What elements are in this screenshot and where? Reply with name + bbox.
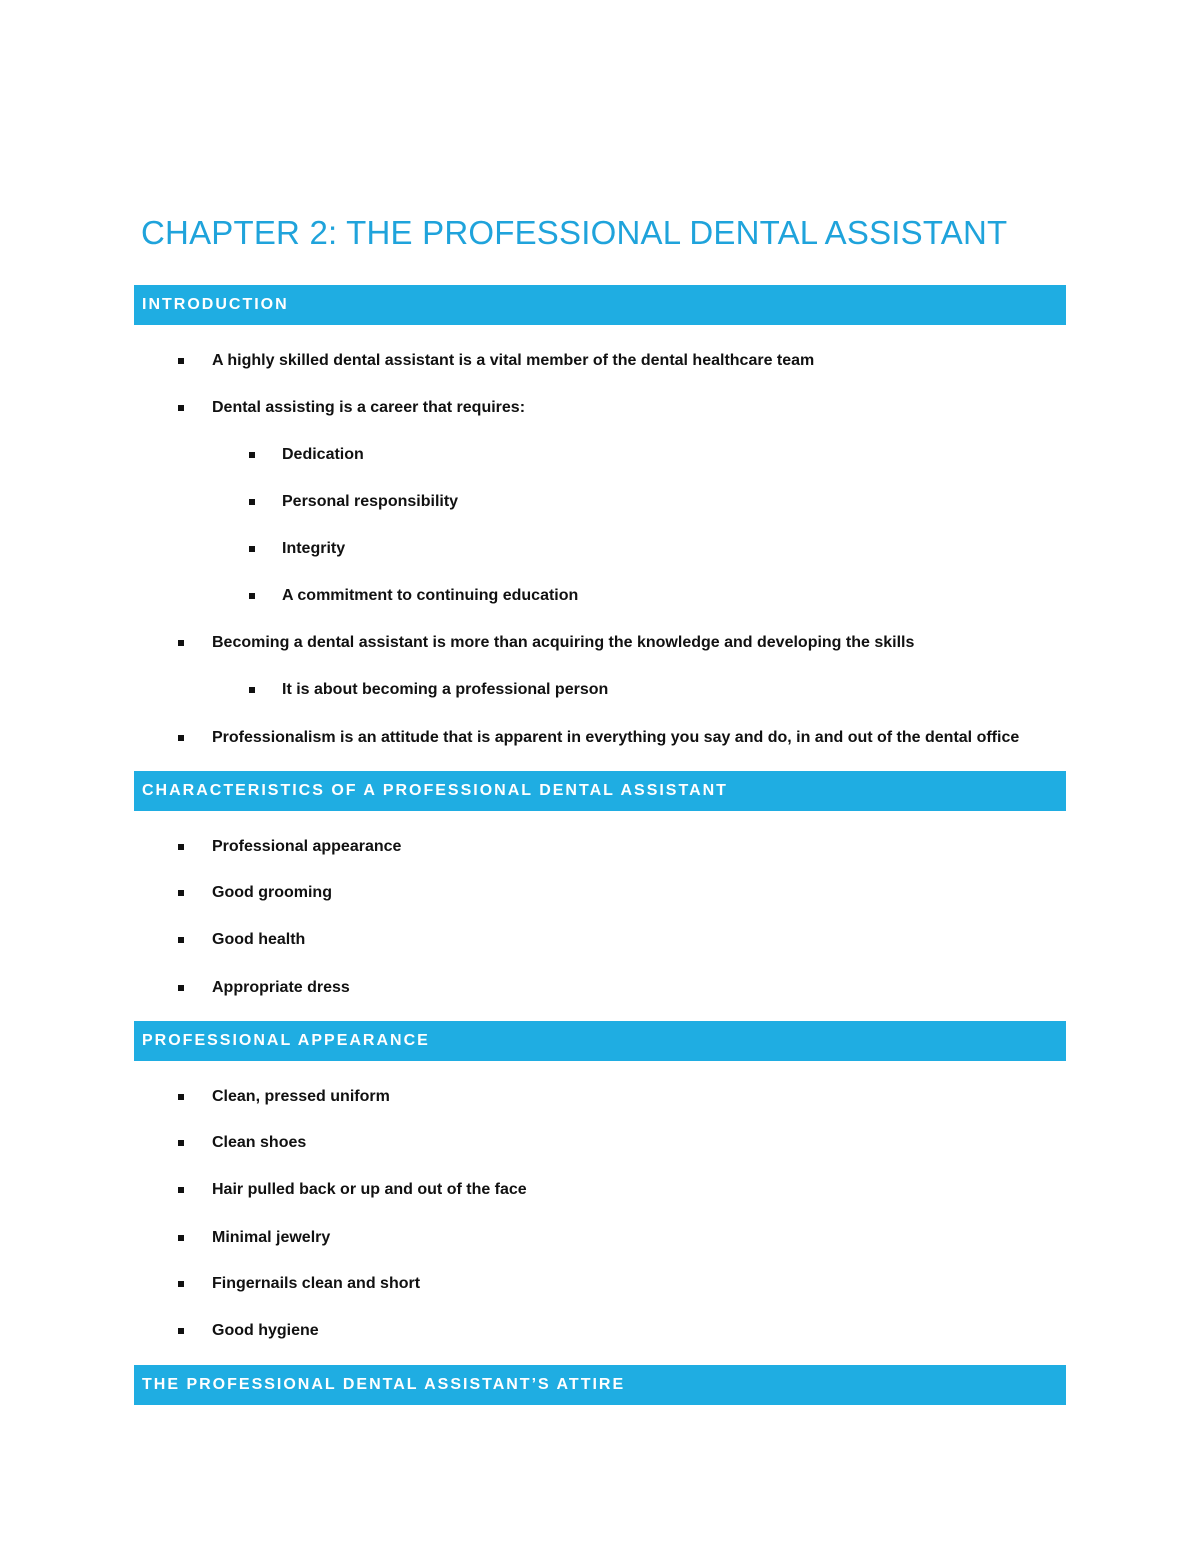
list-item <box>178 349 814 373</box>
section-heading-characteristics <box>134 771 1066 811</box>
list-item-text: Professional appearance <box>212 838 402 855</box>
page-title: CHAPTER 2: THE PROFESSIONAL DENTAL ASSISTANT <box>141 214 1008 251</box>
list-item-text: Becoming a dental assistant is more than acquiring the knowledge and developing the skills <box>212 634 915 651</box>
list-item-text: A commitment to continuing education <box>282 587 579 604</box>
list-item <box>178 726 1019 750</box>
list-item-text: Personal responsibility <box>282 493 459 510</box>
list-item-text: Good health <box>212 931 306 948</box>
section-heading-attire <box>134 1365 1066 1405</box>
list-item <box>178 835 401 859</box>
list-item-text: Clean, pressed uniform <box>212 1088 390 1105</box>
list-item-text: Minimal jewelry <box>212 1229 331 1246</box>
list-item <box>178 631 914 655</box>
section-heading-label: PROFESSIONAL APPEARANCE <box>142 1032 430 1049</box>
list-item-text: A highly skilled dental assistant is a vital member of the dental healthcare team <box>212 352 815 369</box>
list-item <box>178 396 525 420</box>
list-item-text: Good grooming <box>212 884 332 901</box>
square-bullet-icon <box>178 844 184 850</box>
square-bullet-icon <box>249 687 255 693</box>
list-item-text: Dedication <box>282 446 364 463</box>
sub-list-item <box>249 678 608 702</box>
square-bullet-icon <box>249 546 255 552</box>
section-heading-introduction <box>134 285 1066 325</box>
list-item-text: Dental assisting is a career that requires: <box>212 399 526 416</box>
sub-list-item <box>249 584 578 608</box>
list-item <box>178 1131 306 1155</box>
square-bullet-icon <box>249 499 255 505</box>
square-bullet-icon <box>178 1094 184 1100</box>
square-bullet-icon <box>178 1235 184 1241</box>
square-bullet-icon <box>178 1281 184 1287</box>
list-item-text: Fingernails clean and short <box>212 1275 421 1292</box>
section-heading-label: CHARACTERISTICS OF A PROFESSIONAL DENTAL ASSISTANT <box>142 782 728 799</box>
list-item-text: It is about becoming a professional person <box>282 681 609 698</box>
square-bullet-icon <box>178 640 184 646</box>
square-bullet-icon <box>178 1187 184 1193</box>
list-item <box>178 1319 319 1343</box>
square-bullet-icon <box>178 937 184 943</box>
list-item <box>178 976 350 1000</box>
sub-list-item <box>249 537 345 561</box>
square-bullet-icon <box>178 1328 184 1334</box>
square-bullet-icon <box>178 358 184 364</box>
list-item <box>178 881 332 905</box>
list-item <box>178 1085 390 1109</box>
list-item <box>178 928 305 952</box>
section-heading-label: INTRODUCTION <box>142 296 289 313</box>
square-bullet-icon <box>178 890 184 896</box>
list-item-text: Professionalism is an attitude that is apparent in everything you say and do, in and out of the dental office <box>212 729 1020 746</box>
list-item <box>178 1178 527 1202</box>
list-item-text: Hair pulled back or up and out of the face <box>212 1181 527 1198</box>
square-bullet-icon <box>178 985 184 991</box>
square-bullet-icon <box>178 405 184 411</box>
list-item-text: Clean shoes <box>212 1134 307 1151</box>
square-bullet-icon <box>178 1140 184 1146</box>
square-bullet-icon <box>178 735 184 741</box>
square-bullet-icon <box>249 452 255 458</box>
section-heading-label: THE PROFESSIONAL DENTAL ASSISTANT’S ATTIRE <box>142 1376 626 1393</box>
square-bullet-icon <box>249 593 255 599</box>
sub-list-item <box>249 443 364 467</box>
section-heading-professional-appearance <box>134 1021 1066 1061</box>
list-item <box>178 1272 420 1296</box>
list-item <box>178 1226 330 1250</box>
list-item-text: Good hygiene <box>212 1322 319 1339</box>
sub-list-item <box>249 490 458 514</box>
list-item-text: Integrity <box>282 540 346 557</box>
list-item-text: Appropriate dress <box>212 979 350 996</box>
